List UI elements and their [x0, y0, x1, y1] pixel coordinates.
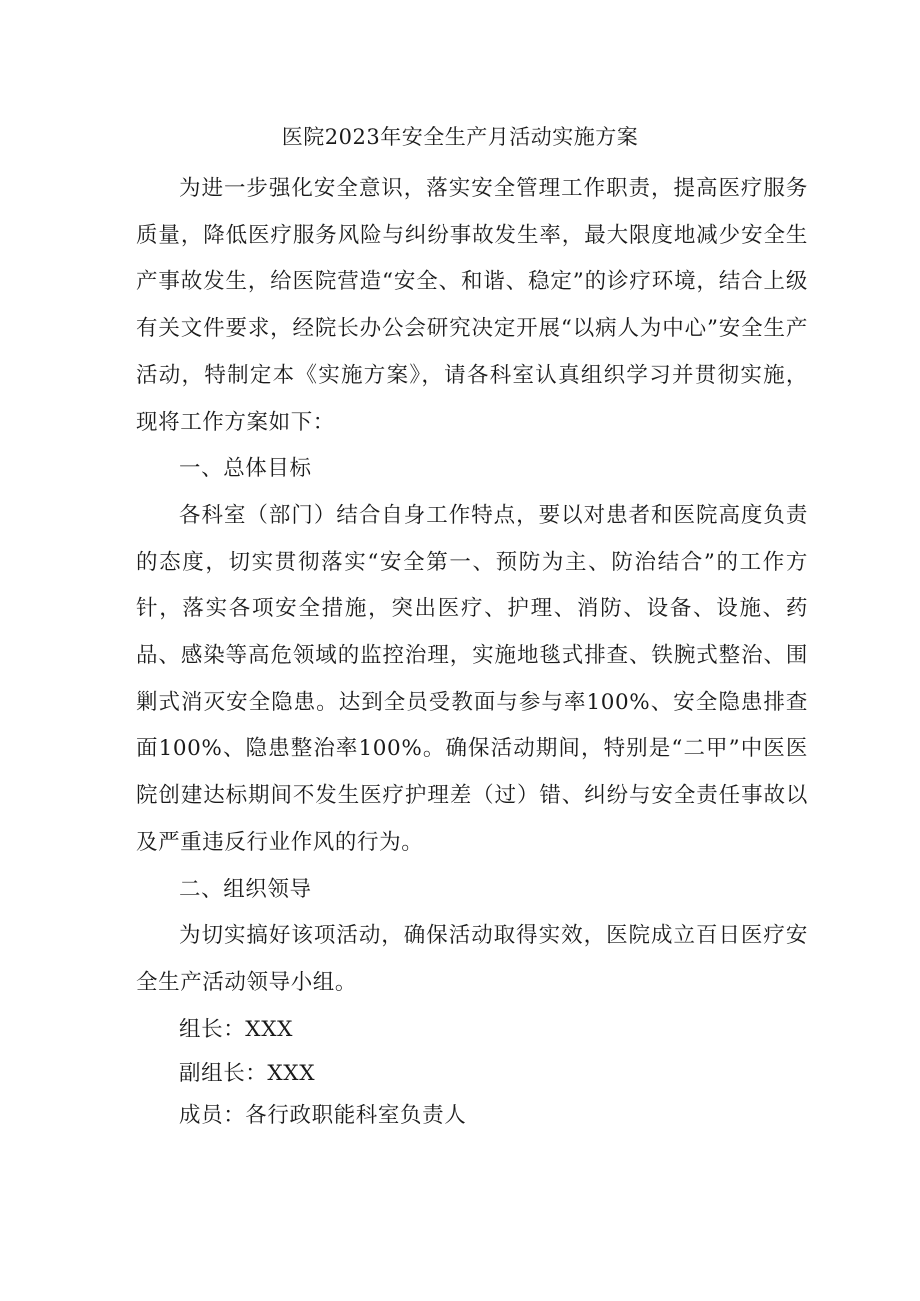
deputy-leader-line: 副组长：XXX	[179, 1061, 316, 1087]
section-heading-overall-goal: 一、总体目标	[179, 456, 312, 482]
document-body	[136, 166, 808, 1137]
document-title: 医院2023年安全生产月活动实施方案	[281, 125, 639, 149]
section-heading-organization: 二、组织领导	[179, 876, 312, 902]
overall-goal-paragraph: 各科室（部门）结合自身工作特点，要以对患者和医院高度负责的态度，切实贯彻落实“安全第一、预防为主、防治结合”的工作方针，落实各项安全措施，突出医疗、护理、消防、设备、设施、药品、感染等高危领域的监控治理，实施地毯式排查、铁腕式整治、围剿式消灭安全隐患。达到全员受教面与参与率100%、安全隐患排查面100%、隐患整治率100%。确保活动期间，特别是“二甲”中医医院创建达标期间不发生医疗护理差（过）错、纠纷与安全责任事故以及严重违反行业作风的行为。	[136, 502, 808, 855]
group-leader-line: 组长：XXX	[179, 1016, 294, 1042]
members-line: 成员：各行政职能科室负责人	[179, 1103, 467, 1129]
organization-paragraph: 为切实搞好该项活动，确保活动取得实效，医院成立百日医疗安全生产活动领导小组。	[136, 923, 808, 995]
intro-paragraph: 为进一步强化安全意识，落实安全管理工作职责，提高医疗服务质量，降低医疗服务风险与纠纷事故发生率，最大限度地减少安全生产事故发生，给医院营造“安全、和谐、稳定”的诊疗环境，结合上级有关文件要求，经院长办公会研究决定开展“以病人为中心”安全生产活动，特制定本《实施方案》，请各科室认真组织学习并贯彻实施，现将工作方案如下：	[136, 176, 808, 435]
